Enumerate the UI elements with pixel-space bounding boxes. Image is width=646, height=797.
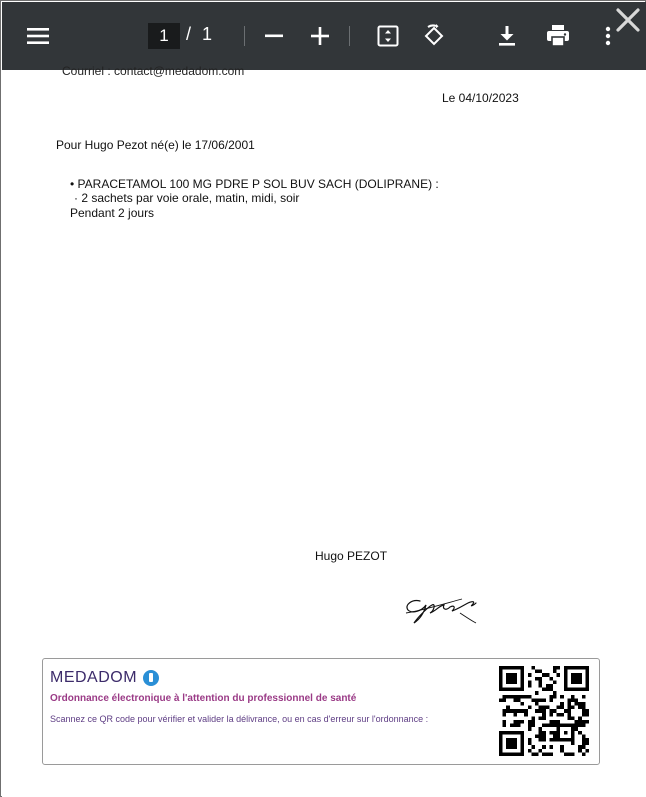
prescription-dosage: · 2 sachets par voie orale, matin, midi, soir (74, 191, 300, 205)
e-prescription-footer (42, 658, 600, 765)
rotate-icon[interactable] (421, 23, 447, 49)
prescription-duration: Pendant 2 jours (70, 206, 155, 220)
patient-line: Pour Hugo Pezot né(e) le 17/06/2001 (56, 138, 255, 152)
download-icon[interactable] (496, 24, 518, 48)
page-total: 1 (202, 24, 213, 44)
toolbar-divider (349, 26, 350, 46)
page-separator: / (186, 24, 192, 44)
footer-instructions: Scannez ce QR code pour vérifier et valider la délivrance, ou en cas d'erreur sur l'ordonnance : (50, 714, 429, 724)
medadom-logo (50, 669, 159, 687)
prescription-date: Le 04/10/2023 (442, 91, 519, 105)
plus-icon[interactable] (309, 25, 331, 47)
close-icon[interactable] (613, 5, 643, 35)
menu-icon[interactable] (26, 25, 50, 47)
page-number-input[interactable]: 1 (148, 23, 180, 49)
pdf-page (2, 64, 646, 797)
fit-page-icon[interactable] (376, 24, 400, 48)
footer-title: Ordonnance électronique à l'attention du professionnel de santé (50, 693, 357, 704)
doctor-name: Hugo PEZOT (315, 549, 388, 563)
print-icon[interactable] (545, 24, 571, 48)
brand-name: MEDADOM (50, 669, 138, 686)
signature-image (400, 583, 480, 628)
medadom-logo-icon (143, 670, 159, 686)
qr-code[interactable] (499, 666, 589, 756)
pdf-toolbar (2, 2, 646, 70)
cut-off-contact-line: Courriel : contact@medadom.com (62, 64, 245, 78)
toolbar-divider (244, 26, 245, 46)
prescription-medication: • PARACETAMOL 100 MG PDRE P SOL BUV SACH (DOLIPRANE) : (70, 177, 439, 191)
minus-icon[interactable] (263, 26, 285, 46)
